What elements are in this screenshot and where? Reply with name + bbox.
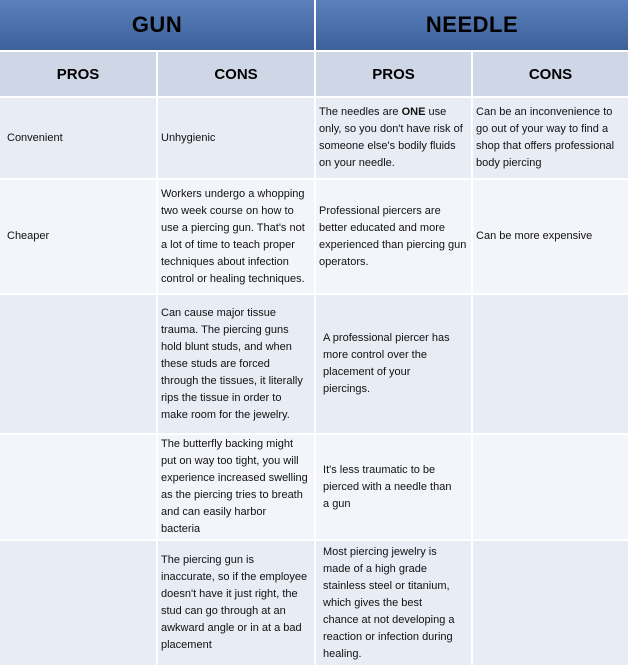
gun-pros-cell xyxy=(0,294,157,434)
needle-cons-cell xyxy=(472,540,628,665)
gun-cons-header: CONS xyxy=(157,51,315,97)
needle-cons-header: CONS xyxy=(472,51,628,97)
table-row xyxy=(0,540,628,665)
needle-cons-cell xyxy=(472,434,628,540)
gun-cons-cell: Workers undergo a whopping two week course on how to use a piercing gun. That's not a lot of time to teach proper techniques about infection control or healing techniques. xyxy=(157,179,315,294)
needle-header: NEEDLE xyxy=(315,0,628,51)
gun-cons-cell: The butterfly backing might put on way too tight, you will experience increased swelling as the piercing tries to breath and can easily harbor bacteria xyxy=(157,434,315,540)
needle-pros-cell: A professional piercer has more control over the placement of your piercings. xyxy=(315,294,472,434)
needle-cons-cell: Can be more expensive xyxy=(472,179,628,294)
gun-cons-cell: The piercing gun is inaccurate, so if the employee doesn't have it just right, the stud can go through at an awkward angle or in at a bad placement xyxy=(157,540,315,665)
gun-pros-cell xyxy=(0,434,157,540)
gun-pros-header: PROS xyxy=(0,51,157,97)
needle-pros-text-a: The needles are xyxy=(319,106,402,118)
needle-cons-cell: Can be an inconvenience to go out of your way to find a shop that offers professional body piercing xyxy=(472,97,628,179)
gun-cons-cell: Unhygienic xyxy=(157,97,315,179)
needle-pros-text-b: use only, so you don't have risk of someone else's bodily fluids on your needle. xyxy=(319,106,463,169)
gun-pros-cell: Convenient xyxy=(0,97,157,179)
needle-pros-cell: Most piercing jewelry is made of a high grade stainless steel or titanium, which gives the best chance at not developing a reaction or infection during healing. xyxy=(315,540,472,665)
needle-pros-cell xyxy=(315,97,472,179)
needle-pros-emphasis: ONE xyxy=(401,106,426,118)
table-row xyxy=(0,97,628,179)
gun-pros-cell xyxy=(0,540,157,665)
needle-pros-header: PROS xyxy=(315,51,472,97)
gun-cons-cell: Can cause major tissue trauma. The piercing guns hold blunt studs, and when these studs are forced through the tissues, it literally rips the tissue in order to make room for the jewelry. xyxy=(157,294,315,434)
gun-header: GUN xyxy=(0,0,315,51)
needle-pros-cell: It's less traumatic to be pierced with a needle than a gun xyxy=(315,434,472,540)
needle-pros-cell: Professional piercers are better educated and more experienced than piercing gun operators. xyxy=(315,179,472,294)
column-header-row xyxy=(0,51,628,97)
needle-cons-cell xyxy=(472,294,628,434)
table-row xyxy=(0,179,628,294)
table-row xyxy=(0,294,628,434)
group-header-row xyxy=(0,0,628,51)
gun-pros-cell: Cheaper xyxy=(0,179,157,294)
table-row xyxy=(0,434,628,540)
